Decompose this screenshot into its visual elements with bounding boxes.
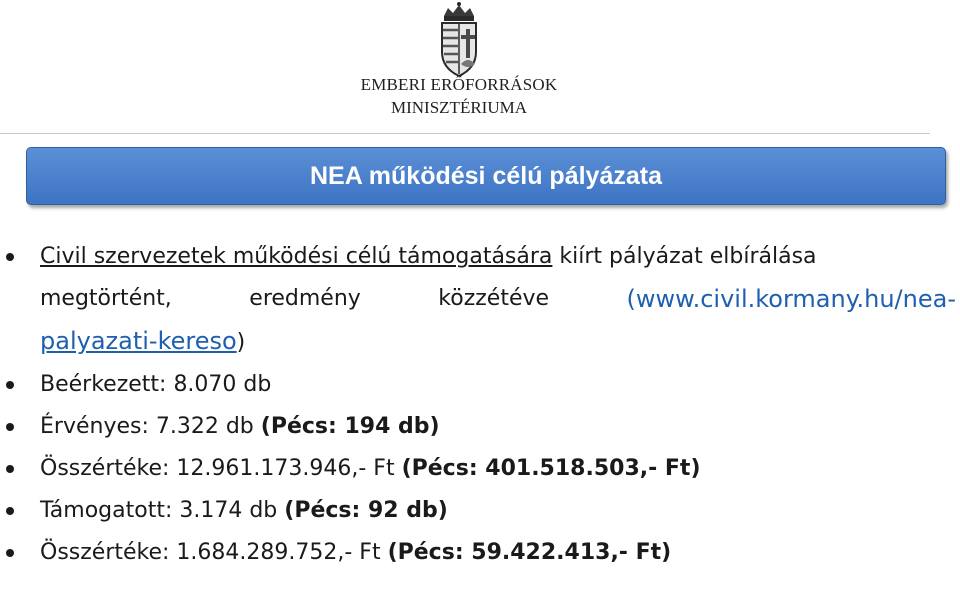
received-count: Beérkezett: 8.070 db [40,372,272,397]
bullet-icon [6,465,14,473]
coat-of-arms-logo [436,2,482,78]
word: eredmény [249,286,361,311]
bullet-icon [6,253,14,261]
word: közzétéve [438,286,550,311]
valid-count-pecs: (Pécs: 194 db) [260,414,440,439]
total-value: Összértéke: 12.961.173.946,- Ft [40,456,402,481]
supported-count-pecs: (Pécs: 92 db) [284,498,448,523]
supported-total-pecs: (Pécs: 59.422.413,- Ft) [387,540,672,565]
bullet-icon [6,507,14,515]
valid-count: Érvényes: 7.322 db [40,414,261,439]
website-link-part1[interactable]: (www.civil.kormany.hu/nea- [626,285,956,313]
ministry-name-line1: EMBERI ERŐFORRÁSOK [360,75,558,94]
list-item [0,406,960,448]
bullet-list [0,236,960,574]
supported-total: Összértéke: 1.684.289.752,- Ft [40,540,388,565]
list-item [0,364,960,406]
list-item-continuation [0,278,960,320]
list-item [0,490,960,532]
title-banner [26,147,946,205]
header-divider [0,133,930,134]
bullet-icon [6,423,14,431]
total-value-pecs: (Pécs: 401.518.503,- Ft) [401,456,701,481]
list-item [0,448,960,490]
bullet-icon [6,549,14,557]
page-title: NEA működési célú pályázata [310,161,662,190]
closing-paren: ) [236,330,246,355]
list-item-text: kiírt pályázat elbírálása [552,244,817,269]
list-item [0,532,960,574]
program-link[interactable]: Civil szervezetek működési célú támogatására [40,244,553,269]
ministry-name [0,76,918,116]
website-link-part2[interactable]: palyazati-kereso [40,327,237,355]
ministry-name-line2: MINISZTÉRIUMA [391,98,527,117]
word: megtörtént, [40,286,172,311]
supported-count: Támogatott: 3.174 db [40,498,285,523]
list-item [0,236,960,278]
list-item-continuation [0,320,960,364]
bullet-icon [6,381,14,389]
